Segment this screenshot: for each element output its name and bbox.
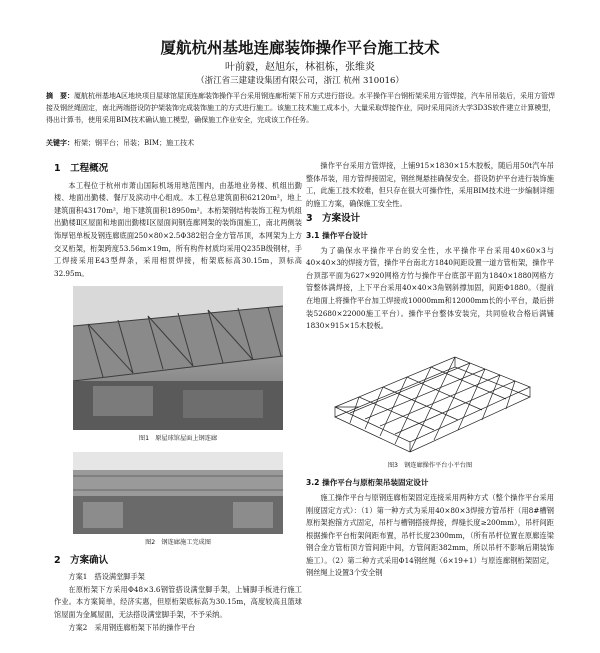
section-1-paragraph: 本工程位于杭州市萧山国际机场用地范围内，由基地业务楼、机组出勤楼、地面出勤楼、餐厅及滨动中心组成。本工程总建筑面积62120m²，地上建筑面积43170m²，地下建筑面积18950m²。本桁架钢结构装饰工程为机组出勤楼Ⅱ区屋面和地面出勤楼Ⅰ区屋面间钢连廊网架的装饰面施工，南北两侧装饰厚铝单板及钢连廊底面250×80×2.5Φ382铝合金方管吊顶，本网架为上方交叉桁架，桁架跨度53.56m×19m，所有构件材质均采用Q235B级钢材，手工焊接采用E43型焊条，采用相贯焊接，桁架底标高30.15m，顶标高32.95m。 <box>54 180 302 278</box>
section-3-1-heading: 3.1 操作平台设计 <box>306 230 368 240</box>
paper-authors: 叶前毅，赵旭东，林祖栋，张维炎 <box>225 62 375 73</box>
keywords <box>46 138 556 148</box>
option-1-title: 方案1 搭设满堂脚手架 <box>68 572 145 582</box>
abstract <box>46 90 556 126</box>
option-1-paragraph: 在原桁架下方采用Φ48×3.6钢管搭设满堂脚手架，上铺脚手板进行施工作业。本方案简单，经济实惠，但原桁架底标高为30.15m，高度较高且篮球馆屋面为金属屋面，无法搭设满堂脚手架，不予采纳。 <box>54 584 302 619</box>
option-2-title: 方案2 采用钢连廊桁架下吊的操作平台 <box>68 622 196 632</box>
figure-3-diagram <box>315 337 545 457</box>
paper-title: 厦航杭州基地连廊装饰操作平台施工技术 <box>160 39 440 57</box>
section-3-2-paragraph: 施工操作平台与原钢连廊桁架固定连接采用两种方式（整个操作平台采用刚度固定方式）：（1）第一种方式为采用40×80×3焊接方管吊杆（用8#槽钢原桁架抱箍方式固定，吊杆与槽钢搭接焊接，焊缝长度≥200mm），吊杆间距根据操作平台桁架间距布置，吊杆长度2300mm，（所有吊杆位置在原廊连梁钢合金方管桁顶方管间距中间，方管间距382mm，所以吊杆不影响后期装饰施工）。（2）第二种方式采用Φ14钢丝绳（6×19+1）与原连廊钢桁架固定，钢丝绳上设置3个安全钢 <box>306 492 554 578</box>
keywords-label: 关键字： <box>46 139 74 147</box>
abstract-label: 摘 要： <box>46 92 74 100</box>
figure-2-caption: 图2 钢连廊施工完成图 <box>145 538 211 546</box>
figure-2-photo <box>73 452 283 534</box>
paper-affiliation: （浙江省三建建设集团有限公司，浙江 杭州 310016） <box>196 76 404 86</box>
figure-1-photo <box>73 286 283 430</box>
figure-3-caption: 图3 钢连廊操作平台小平台图 <box>387 461 473 469</box>
right-column <box>306 160 554 580</box>
option-2-paragraph: 操作平台采用方管焊接，上铺915×1830×15木胶板，随后用50t汽车吊整体吊装，用方管焊接固定，钢丝绳悬挂确保安全。搭设防护平台进行装饰施工，此施工技术较难，但只存在很大可操作性，采用BIM技术进一步编制详细的施工方案，确保施工安全性。 <box>306 161 554 208</box>
abstract-text: 厦航杭州基地A区地块项目屋球馆屋顶连廊装饰操作平台采用钢连廊桁架下吊方式进行搭设。水平操作平台钢桁架采用方管焊接，汽车吊吊装后，采用方管焊接及钢丝绳固定，南北两端搭设防护架装饰完成装饰施工的方式进行施工。该施工技术施工成本小，大量采取焊接作业，同时采用同济大学3D3S软件建立计算模型，得出计算书，使用采用BIM技术确认施工模型，确保施工作业安全，完成该工作任务。 <box>46 92 556 124</box>
section-3-1-paragraph: 为了确保水平操作平台的安全性，水平操作平台采用40×60×3与40×40×3的焊接方管，操作平台南北方1840间距设置一道方管桁架，操作平台顶部平面为627×920网格方竹与操作平台底部平面为1840×1880网格方管整体满焊接，上下平台采用40×40×3角钢斜撑加固，间距Φ1880。（提前在地面上将操作平台加工焊接成10000mm和12000mm长的小平台，最后拼装52680×22000施工平台）。操作平台整体安装完，共同验收合格后满铺1830×915×15木胶板。 <box>306 245 554 331</box>
steel-truss-photo-illustration <box>73 286 283 430</box>
figure-1-caption: 图1 原屋球馆屋面上钢连廊 <box>138 435 218 443</box>
left-column <box>54 160 302 634</box>
completed-corridor-photo-illustration <box>73 452 283 534</box>
section-3-heading: 3 方案设计 <box>306 213 361 225</box>
keywords-text: 桁架；钢平台；吊装；BIM；施工技术 <box>74 139 195 147</box>
section-1-heading: 1 工程概况 <box>54 163 109 174</box>
section-2-heading: 2 方案确认 <box>54 554 109 566</box>
platform-truss-isometric-drawing <box>315 337 545 457</box>
section-3-2-heading: 3.2 操作平台与原桁架吊装固定设计 <box>306 478 429 488</box>
